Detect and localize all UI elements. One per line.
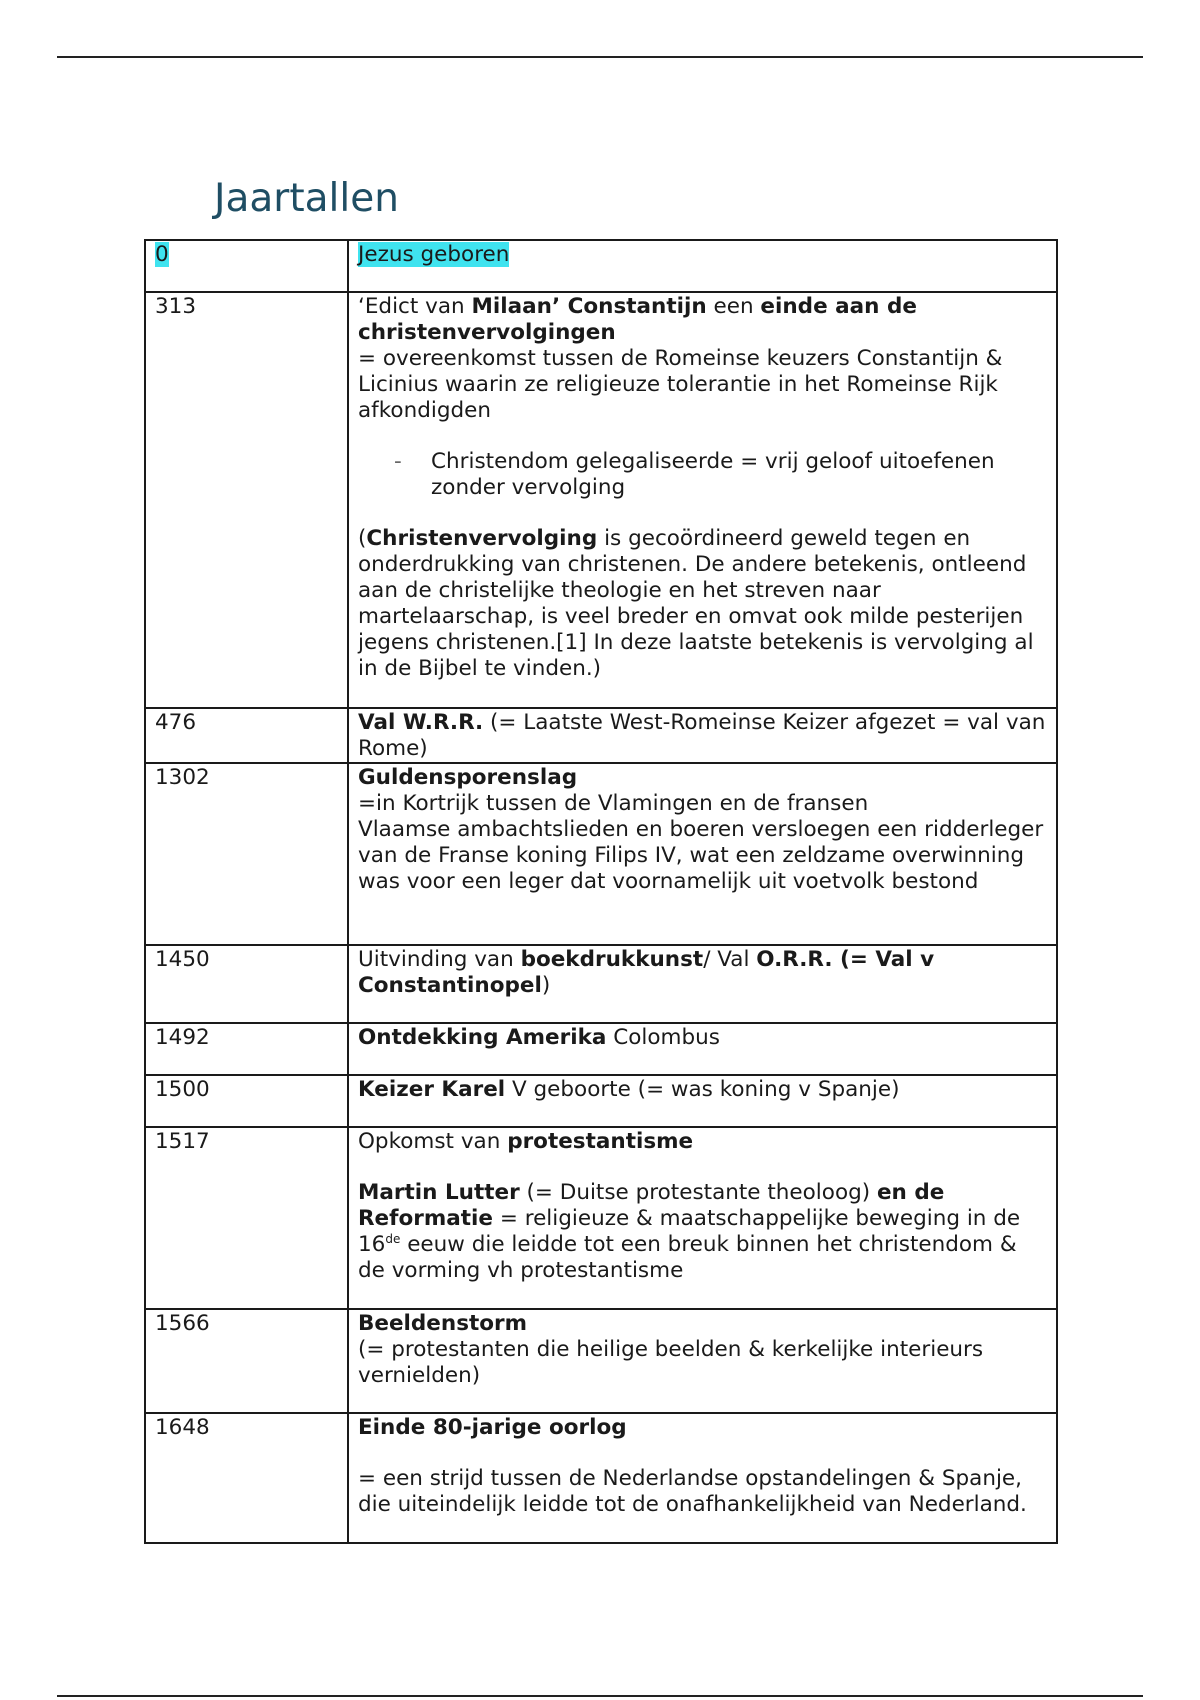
event-cell: Opkomst van protestantisme Martin Lutter (= Duitse protestante theoloog) en de Reformatie = religieuze & maatschappelijke beweging in de 16de eeuw die leidde tot een breuk binnen het christendom & de vorming vh protestantisme xyxy=(348,1127,1057,1309)
year-cell: 313 xyxy=(145,292,348,708)
table-row xyxy=(145,1309,1057,1413)
year-cell: 1492 xyxy=(145,1023,348,1075)
table-row xyxy=(145,708,1057,763)
year-cell: 1500 xyxy=(145,1075,348,1127)
event-cell: Ontdekking Amerika Colombus xyxy=(348,1023,1057,1075)
table-row xyxy=(145,240,1057,292)
footer-rule xyxy=(57,1695,1143,1697)
event-cell: Val W.R.R. (= Laatste West-Romeinse Keizer afgezet = val van Rome) xyxy=(348,708,1057,763)
table-row xyxy=(145,1023,1057,1075)
event-cell: Guldensporenslag =in Kortrijk tussen de Vlamingen en de fransen Vlaamse ambachtslieden en boeren versloegen een ridderleger van de Franse koning Filips IV, wat een zeldzame overwinning was voor een leger dat voornamelijk uit voetvolk bestond xyxy=(348,763,1057,945)
timeline-table xyxy=(144,239,1058,1544)
event-note: (Christenvervolging is gecoördineerd geweld tegen en onderdrukking van christenen. De andere betekenis, ontleend aan de christelijke theologie en het streven naar martelaarschap, is veel breder en omvat ook milde pesterijen jegens christenen.[1] In deze laatste betekenis is vervolging al in de Bijbel te vinden.) xyxy=(358,526,1034,681)
year-cell: 0 xyxy=(145,240,348,292)
bullet-list xyxy=(358,449,1046,501)
table-row xyxy=(145,1075,1057,1127)
header-rule xyxy=(57,56,1143,58)
year-cell: 1566 xyxy=(145,1309,348,1413)
event-cell: Einde 80-jarige oorlog = een strijd tussen de Nederlandse opstandelingen & Spanje, die uiteindelijk leidde tot de onafhankelijkheid van Nederland. xyxy=(348,1413,1057,1543)
year-cell: 1517 xyxy=(145,1127,348,1309)
event-cell: Uitvinding van boekdrukkunst/ Val O.R.R. (= Val v Constantinopel) xyxy=(348,945,1057,1023)
event-cell xyxy=(348,292,1057,708)
list-item: - Christendom gelegaliseerde = vrij geloof uitoefenen zonder vervolging xyxy=(431,449,1046,501)
event-cell: Jezus geboren xyxy=(348,240,1057,292)
table-row xyxy=(145,1127,1057,1309)
year-cell: 1648 xyxy=(145,1413,348,1543)
year-cell: 476 xyxy=(145,708,348,763)
event-cell: Beeldenstorm (= protestanten die heilige beelden & kerkelijke interieurs vernielden) xyxy=(348,1309,1057,1413)
year-cell: 1450 xyxy=(145,945,348,1023)
year-cell: 1302 xyxy=(145,763,348,945)
event-definition: = overeenkomst tussen de Romeinse keuzers Constantijn & Licinius waarin ze religieuze tolerantie in het Romeinse Rijk afkondigden xyxy=(358,346,1003,423)
event-heading: ‘Edict van Milaan’ Constantijn een einde aan de christenvervolgingen xyxy=(358,294,917,345)
table-row xyxy=(145,945,1057,1023)
table-row xyxy=(145,1413,1057,1543)
table-row xyxy=(145,763,1057,945)
table-row xyxy=(145,292,1057,708)
event-cell: Keizer Karel V geboorte (= was koning v Spanje) xyxy=(348,1075,1057,1127)
page-title: Jaartallen xyxy=(214,176,399,221)
